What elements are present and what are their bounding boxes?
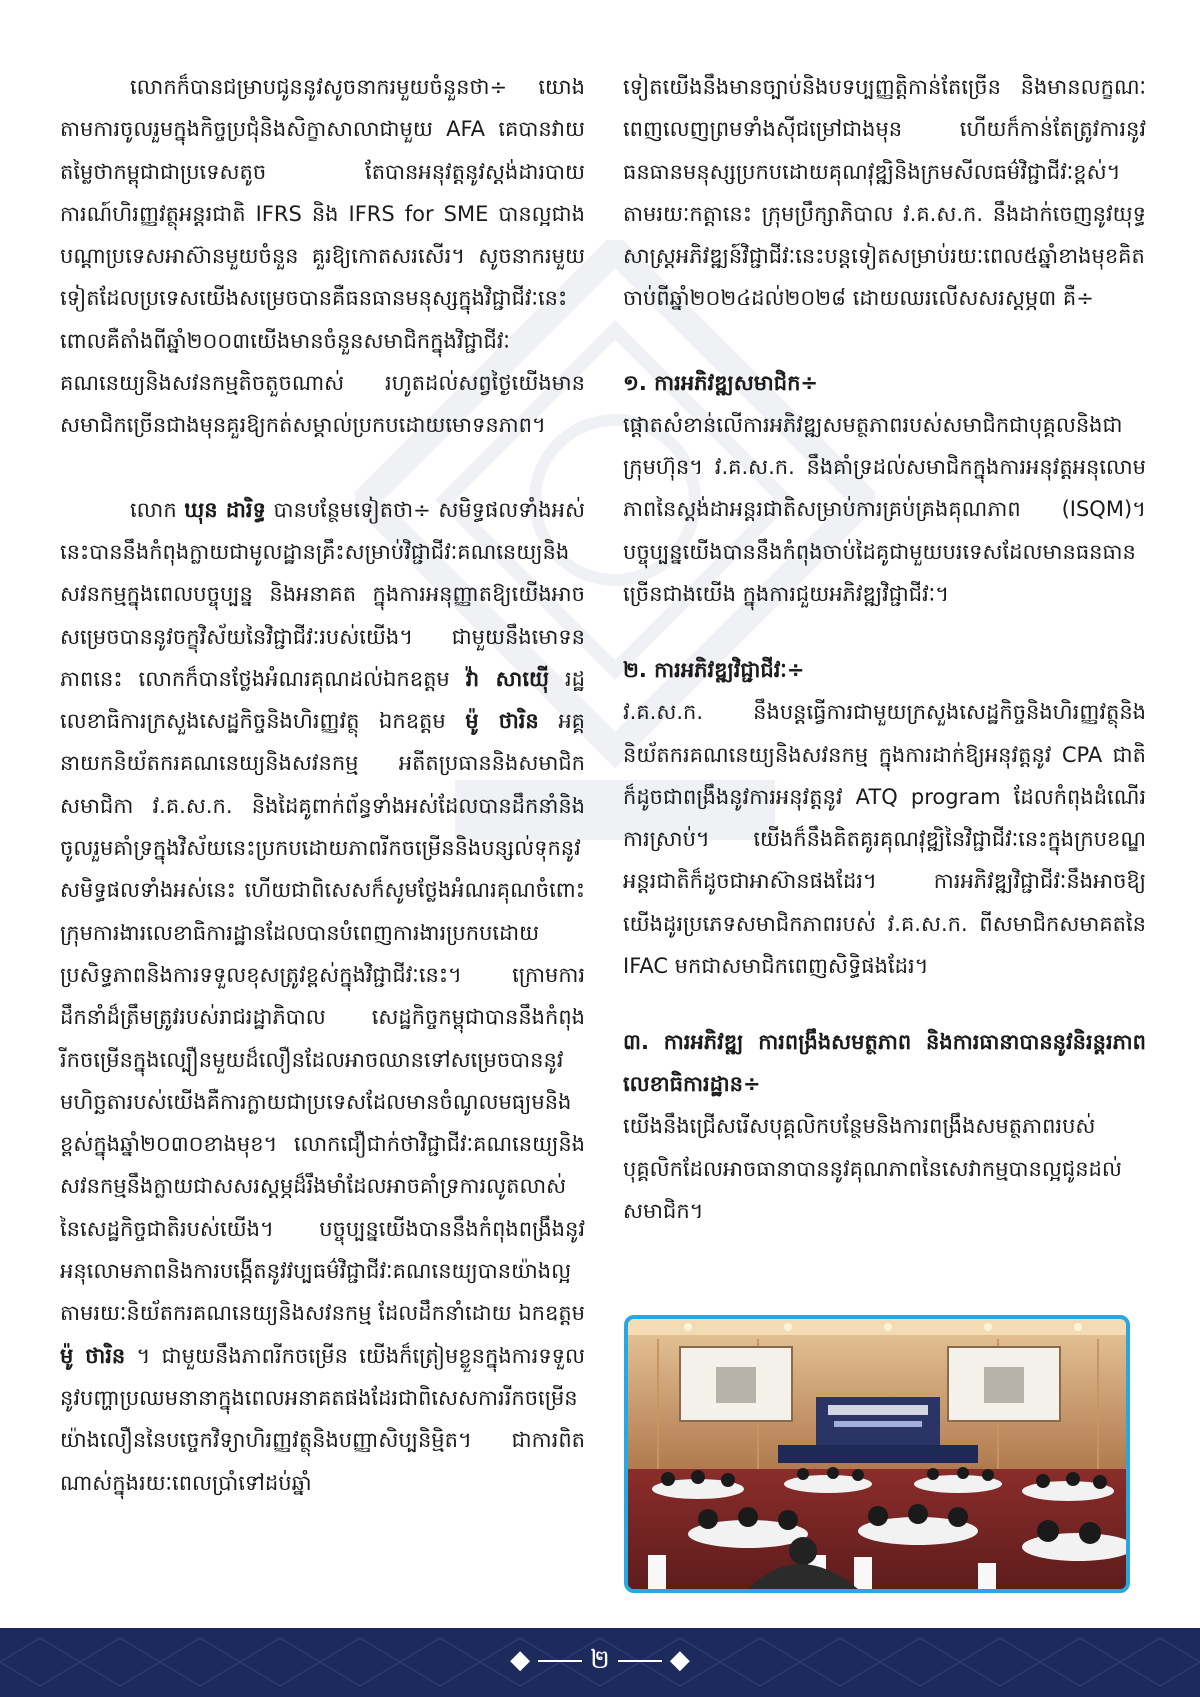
left-paragraph-2	[60, 489, 585, 1504]
right-rule	[618, 1660, 662, 1662]
right-ornament-icon: ◆	[669, 1645, 690, 1675]
left-paragraph-1: លោកក៏បានជម្រាបជូននូវសូចនាករមួយចំនួនថា÷ យោងតាមការចូលរួមក្នុងកិច្ចប្រជុំនិងសិក្ខាសាលាជាមួយ AFA គេបានវាយតម្លៃថាកម្ពុជាជាប្រទេសតូច តែបានអនុវត្តនូវស្តង់ដារបាយការណ៍ហិរញ្ញវត្ថុអន្តរជាតិ IFRS និង IFRS for SME បានល្អជាងបណ្តាប្រទេសអាស៊ានមួយចំនួន គួរឱ្យកោតសរសើរ។ សូចនាករមួយទៀតដែលប្រទេសយើងសម្រេចបានគឺធនធានមនុស្សក្នុងវិជ្ជាជីវៈនេះពោលគឺតាំងពីឆ្នាំ២០០៣យើងមានចំនួនសមាជិកក្នុងវិជ្ជាជីវៈគណនេយ្យនិងសវនកម្មតិចតួចណាស់ រហូតដល់សព្វថ្ងៃយើងមានសមាជិកច្រើនជាងមុនគួរឱ្យកត់សម្គាល់ប្រកបដោយមោទនភាព។	[60, 75, 585, 438]
speaker-name: ឃុន ដារិទ្ធ	[184, 497, 266, 522]
page-footer	[0, 1628, 1200, 1697]
section-body-1: ផ្តោតសំខាន់លើការអភិវឌ្ឍសមត្ថភាពរបស់សមាជិកជាបុគ្គលនិងជាក្រុមហ៊ុន។ វ.គ.ស.ក. នឹងគាំទ្រដល់សមាជិកក្នុងការអនុវត្តអនុលោមភាពនៃស្តង់ដាអន្តរជាតិសម្រាប់ការគ្រប់គ្រងគុណភាព (ISQM)។ បច្ចុប្បន្នយើងបាននឹងកំពុងចាប់ដៃគូជាមួយបរទេសដែលមានធនធានច្រើនជាងយើង ក្នុងការជួយអភិវឌ្ឍវិជ្ជាជីវៈ។	[623, 412, 1146, 606]
conference-photo-illustration	[628, 1319, 1126, 1589]
official-name-2: ម៉ូ ថារិន	[465, 709, 539, 734]
section-body-2: វ.គ.ស.ក. នឹងបន្តធ្វើការជាមួយក្រសួងសេដ្ឋកិច្ចនិងហិរញ្ញវត្ថុនិងនិយ័តករគណនេយ្យនិងសវនកម្ម ក្នុងការដាក់ឱ្យអនុវត្តនូវ CPA ជាតិ ក៏ដូចជាពង្រឹងនូវការអនុវត្តនូវ ATQ program ដែលកំពុងដំណើរការស្រាប់។ យើងក៏នឹងគិតគូរគុណវុឌ្ឍិនៃវិជ្ជាជីវៈនេះក្នុងក្របខណ្ឌអន្តរជាតិក៏ដូចជាអាស៊ានផងដែរ។ ការអភិវឌ្ឍវិជ្ជាជីវៈនឹងអាចឱ្យយើងដូរប្រភេទសមាជិកភាពរបស់ វ.គ.ស.ក. ពីសមាជិកសមាគតនៃ IFAC មកជាសមាជិកពេញសិទ្ធិផងដែរ។	[623, 700, 1146, 979]
left-rule	[538, 1660, 582, 1662]
page-number: ២	[590, 1645, 610, 1675]
p2-part-d: ។ ជាមួយនឹងភាពរីកចម្រើន យើងក៏ត្រៀមខ្លួនក្នុងការទទួលនូវបញ្ហាប្រឈមនានាក្នុងពេលអនាគតផងដែរជាពិសេសការរីកចម្រើនយ៉ាងលឿននៃបច្ចេកវិទ្យាហិរញ្ញវត្ថុនិងបញ្ញាសិប្បនិម្មិត។ ជាការពិតណាស់ក្នុងរយៈពេលប្រាំទៅដប់ឆ្នាំ	[60, 1343, 585, 1495]
right-paragraph-1: ទៀតយើងនឹងមានច្បាប់និងបទប្បញ្ញត្តិកាន់តែច្រើន និងមានលក្ខណៈពេញលេញព្រមទាំងស៊ីជម្រៅជាងមុន ហើយក៏កាន់តែត្រូវការនូវធនធានមនុស្សប្រកបដោយគុណវុឌ្ឍិនិងក្រមសីលធម៌វិជ្ជាជីវៈខ្ពស់។ តាមរយៈកត្តានេះ ក្រុមប្រឹក្សាភិបាល វ.គ.ស.ក. នឹងដាក់ចេញនូវយុទ្ធសាស្ត្រអភិវឌ្ឍន៍វិជ្ជាជីវៈនេះបន្តទៀតសម្រាប់រយៈពេល៥ឆ្នាំខាងមុខគិតចាប់ពីឆ្នាំ២០២៤ដល់២០២៨ ដោយឈរលើសសរស្តម្ភ៣ គឺ÷	[623, 75, 1146, 311]
left-ornament-icon: ◆	[510, 1645, 531, 1675]
p2-intro: លោក	[130, 497, 177, 522]
section-body-3: យើងនឹងជ្រើសរើសបុគ្គលិកបន្ថែមនិងការពង្រឹងសមត្ថភាពរបស់បុគ្គលិកដែលអាចធានាបាននូវគុណភាពនៃសេវាកម្មបានល្អជូនដល់សមាជិក។	[623, 1114, 1122, 1223]
section-heading-2: ២. ការអភិវឌ្ឍវិជ្ជាជីវៈ÷	[623, 658, 805, 683]
page-number-row	[0, 1642, 1200, 1678]
p2-part-b: រដ្ឋលេខាធិការក្រសួងសេដ្ឋកិច្ចនិងហិរញ្ញវត្ថុ ឯកឧត្តម	[60, 666, 585, 734]
p2-part-a: បានបន្ថែមទៀតថា÷ សមិទ្ធផលទាំងអស់នេះបាននឹងកំពុងក្លាយជាមូលដ្ឋានគ្រឹះសម្រាប់វិជ្ជាជីវៈគណនេយ្យនិងសវនកម្មក្នុងពេលបច្ចុប្បន្ន និងអនាគត ក្នុងការអនុញ្ញាតឱ្យយើងអាចសម្រេចបាននូវចក្ខុវិស័យនៃវិជ្ជាជីវៈរបស់យើង។ ជាមួយនឹងមោទនភាពនេះ លោកក៏បានថ្លែងអំណរគុណដល់ឯកឧត្តម	[60, 497, 585, 691]
conference-photo	[624, 1315, 1130, 1593]
left-column	[60, 66, 585, 1504]
section-heading-1: ១. ការអភិវឌ្ឍសមាជិក÷	[623, 370, 818, 395]
official-name-1: វ៉ា សាយ៉ើ	[465, 666, 550, 691]
p2-part-c: អគ្គនាយកនិយ័តករគណនេយ្យនិងសវនកម្ម អតីតប្រធាននិងសមាជិកសមាជិកា វ.គ.ស.ក. និងដៃគូពាក់ព័ន្ធទាំងអស់ដែលបានដឹកនាំនិងចូលរួមគាំទ្រក្នុងវិស័យនេះប្រកបដោយភាពរីកចម្រើននិងបន្សល់ទុកនូវសមិទ្ធផលទាំងអស់នេះ ហើយជាពិសេសក៏សូមថ្លែងអំណរគុណចំពោះក្រុមការងារលេខាធិការដ្ឋានដែលបានបំពេញការងារប្រកបដោយប្រសិទ្ធភាពនិងការទទួលខុសត្រូវខ្ពស់ក្នុងវិជ្ជាជីវៈនេះ។ ក្រោមការដឹកនាំដ៏ត្រឹមត្រូវរបស់រាជរដ្ឋាភិបាល សេដ្ឋកិច្ចកម្ពុជាបាននឹងកំពុងរីកចម្រើនក្នុងល្បឿនមួយដ៏លឿនដែលអាចឈានទៅសម្រេចបាននូវមហិច្ឆតារបស់យើងគឺការក្លាយជាប្រទេសដែលមានចំណូលមធ្យមនិងខ្ពស់ក្នុងឆ្នាំ២០៣០ខាងមុខ។ លោកជឿជាក់ថាវិជ្ជាជីវៈគណនេយ្យនិងសវនកម្មនឹងក្លាយជាសសរស្តម្ភដ៏រឹងមាំដែលអាចគាំទ្រការលូតលាស់នៃសេដ្ឋកិច្ចជាតិរបស់យើង។ បច្ចុប្បន្នយើងបាននឹងកំពុងពង្រឹងនូវអនុលោមភាពនិងការបង្កើតនូវវប្បធម៌វិជ្ជាជីវៈគណនេយ្យបានយ៉ាងល្អ តាមរយៈនិយ័តករគណនេយ្យនិងសវនកម្ម ដែលដឹកនាំដោយ ឯកឧត្តម	[60, 709, 585, 1326]
section-heading-3: ៣. ការអភិវឌ្ឍ ការពង្រឹងសមត្ថភាព និងការធានាបាននូវនិរន្តរភាពលេខាធិការដ្ឋាន÷	[623, 1030, 1146, 1097]
right-column	[623, 66, 1146, 1232]
official-name-3: ម៉ូ ថារិន	[60, 1343, 126, 1368]
